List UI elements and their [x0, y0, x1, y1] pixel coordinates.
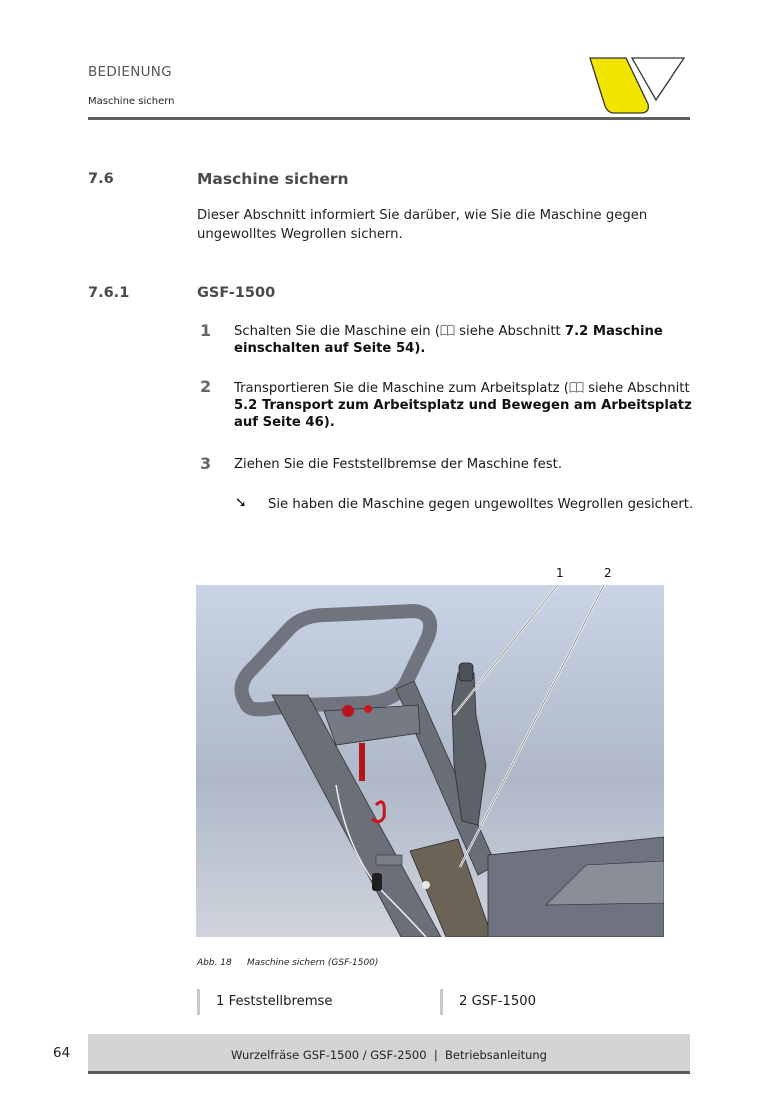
subsection-number: 7.6.1	[88, 285, 130, 301]
red-spring	[359, 743, 365, 781]
brake-grip	[459, 663, 473, 681]
step-reference-link[interactable]: 7.2 Maschine einschalten auf Seite 54).	[234, 324, 663, 356]
crank	[376, 855, 402, 865]
figure-image-machine	[196, 585, 664, 937]
step-ref-prefix: siehe Abschnitt	[454, 324, 565, 339]
book-icon	[569, 381, 584, 393]
header-subsection-title: Maschine sichern	[88, 96, 175, 107]
step-ref-prefix: siehe Abschnitt	[583, 381, 690, 396]
step-number: 1	[200, 321, 212, 340]
page-number: 64	[53, 1045, 71, 1061]
crank-knob	[372, 873, 382, 891]
result-arrow-icon: ➘	[235, 495, 247, 511]
result-text: Sie haben die Maschine gegen ungewolltes Wegrollen gesichert.	[268, 497, 694, 512]
legend-divider	[197, 989, 200, 1015]
step-text	[234, 380, 694, 431]
red-knob	[342, 705, 354, 717]
step-reference-link[interactable]: 5.2 Transport zum Arbeitsplatz und Bewegen am Arbeitsplatz auf Seite 46).	[234, 398, 692, 430]
section-title: Maschine sichern	[197, 170, 349, 188]
footer-divider	[88, 1071, 690, 1074]
red-knob-small	[364, 705, 372, 713]
step-number: 2	[200, 377, 212, 396]
legend-item-feststellbremse: 1 Feststellbremse	[216, 994, 333, 1009]
step-number: 3	[200, 454, 212, 473]
header-section-title: BEDIENUNG	[88, 64, 172, 80]
figure-callout-1: 1	[556, 566, 564, 580]
subsection-title: GSF-1500	[197, 285, 276, 301]
legend-item-gsf-1500: 2 GSF-1500	[459, 994, 537, 1009]
step-text: Ziehen Sie die Feststellbremse der Maschine fest.	[234, 457, 563, 472]
figure-caption-label: Abb. 18	[197, 958, 232, 968]
header-divider	[88, 117, 690, 120]
company-logo	[582, 54, 688, 116]
footer-text: Wurzelfräse GSF-1500 / GSF-2500 | Betriebsanleitung	[231, 1048, 547, 1062]
step-text-main: Schalten Sie die Maschine ein (	[234, 324, 440, 339]
figure-callout-2: 2	[604, 566, 612, 580]
step-text-main: Transportieren Sie die Maschine zum Arbeitsplatz (	[234, 381, 569, 396]
book-icon	[440, 324, 455, 336]
step-text	[234, 323, 694, 357]
figure-caption-text: Maschine sichern (GSF-1500)	[247, 958, 379, 968]
legend-divider	[440, 989, 443, 1015]
section-intro: Dieser Abschnitt informiert Sie darüber, wie Sie die Maschine gegen ungewolltes Wegrollen sichern.	[197, 208, 648, 242]
section-number: 7.6	[88, 171, 114, 187]
